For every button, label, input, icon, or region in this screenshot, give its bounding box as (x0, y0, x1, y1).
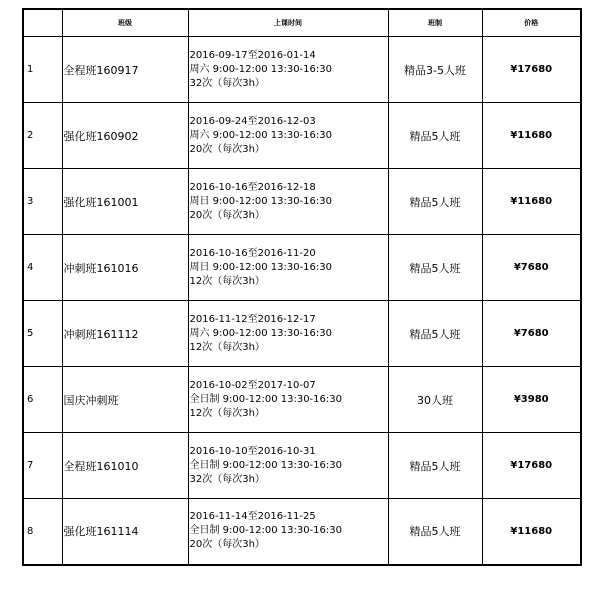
class-price: ¥17680 (482, 433, 581, 499)
class-price: ¥7680 (482, 301, 581, 367)
class-price: ¥11680 (482, 103, 581, 169)
class-name: 强化班161001 (62, 169, 188, 235)
header-index (23, 9, 62, 37)
class-name: 国庆冲刺班 (62, 367, 188, 433)
row-index: 7 (23, 433, 62, 499)
date-range: 2016-11-14至2016-11-25 (189, 511, 316, 523)
session-hours: 周日 9:00-12:00 13:30-16:30 (189, 195, 332, 207)
class-size: 精品5人班 (388, 169, 482, 235)
header-class: 班级 (62, 9, 188, 37)
header-size: 班制 (388, 9, 482, 37)
class-time (188, 235, 388, 301)
row-index: 1 (23, 37, 62, 103)
class-size: 精品5人班 (388, 301, 482, 367)
session-count: 12次（每次3h） (189, 407, 265, 419)
date-range: 2016-11-12至2016-12-17 (189, 313, 316, 325)
header-time: 上课时间 (188, 9, 388, 37)
session-hours: 周六 9:00-12:00 13:30-16:30 (189, 63, 332, 75)
table-row (23, 367, 581, 433)
session-count: 12次（每次3h） (189, 275, 265, 287)
row-index: 6 (23, 367, 62, 433)
class-size: 精品5人班 (388, 499, 482, 565)
class-size: 30人班 (388, 367, 482, 433)
date-range: 2016-09-24至2016-12-03 (189, 115, 316, 127)
class-time (188, 433, 388, 499)
class-time (188, 301, 388, 367)
table-row (23, 499, 581, 565)
session-hours: 周日 9:00-12:00 13:30-16:30 (189, 261, 332, 273)
class-price: ¥17680 (482, 37, 581, 103)
class-time (188, 37, 388, 103)
row-index: 2 (23, 103, 62, 169)
class-name: 全程班160917 (62, 37, 188, 103)
class-price: ¥7680 (482, 235, 581, 301)
session-count: 20次（每次3h） (189, 143, 265, 155)
date-range: 2016-10-16至2016-12-18 (189, 181, 316, 193)
table-row (23, 37, 581, 103)
class-price: ¥11680 (482, 499, 581, 565)
row-index: 4 (23, 235, 62, 301)
session-count: 20次（每次3h） (189, 209, 265, 221)
class-name: 全程班161010 (62, 433, 188, 499)
session-count: 32次（每次3h） (189, 77, 265, 89)
table-row (23, 103, 581, 169)
session-count: 12次（每次3h） (189, 341, 265, 353)
session-hours: 全日制 9:00-12:00 13:30-16:30 (189, 459, 342, 471)
session-hours: 全日制 9:00-12:00 13:30-16:30 (189, 525, 342, 537)
date-range: 2016-10-10至2016-10-31 (189, 445, 316, 457)
class-name: 冲刺班161112 (62, 301, 188, 367)
session-count: 20次（每次3h） (189, 539, 265, 551)
class-size: 精品5人班 (388, 433, 482, 499)
class-price: ¥3980 (482, 367, 581, 433)
table-row (23, 169, 581, 235)
class-name: 强化班160902 (62, 103, 188, 169)
session-hours: 周六 9:00-12:00 13:30-16:30 (189, 129, 332, 141)
class-time (188, 169, 388, 235)
class-size: 精品5人班 (388, 235, 482, 301)
session-count: 32次（每次3h） (189, 473, 265, 485)
class-size: 精品5人班 (388, 103, 482, 169)
date-range: 2016-10-02至2017-10-07 (189, 379, 316, 391)
table-row (23, 433, 581, 499)
class-size: 精品3-5人班 (388, 37, 482, 103)
table-row (23, 301, 581, 367)
table-row (23, 235, 581, 301)
class-name: 强化班161114 (62, 499, 188, 565)
date-range: 2016-10-16至2016-11-20 (189, 247, 316, 259)
header-row (23, 9, 581, 37)
class-time (188, 499, 388, 565)
session-hours: 全日制 9:00-12:00 13:30-16:30 (189, 393, 342, 405)
session-hours: 周六 9:00-12:00 13:30-16:30 (189, 327, 332, 339)
row-index: 5 (23, 301, 62, 367)
row-index: 8 (23, 499, 62, 565)
header-price: 价格 (482, 9, 581, 37)
class-schedule-table (22, 8, 582, 566)
class-time (188, 103, 388, 169)
class-price: ¥11680 (482, 169, 581, 235)
date-range: 2016-09-17至2016-01-14 (189, 49, 316, 61)
class-time (188, 367, 388, 433)
row-index: 3 (23, 169, 62, 235)
class-name: 冲刺班161016 (62, 235, 188, 301)
